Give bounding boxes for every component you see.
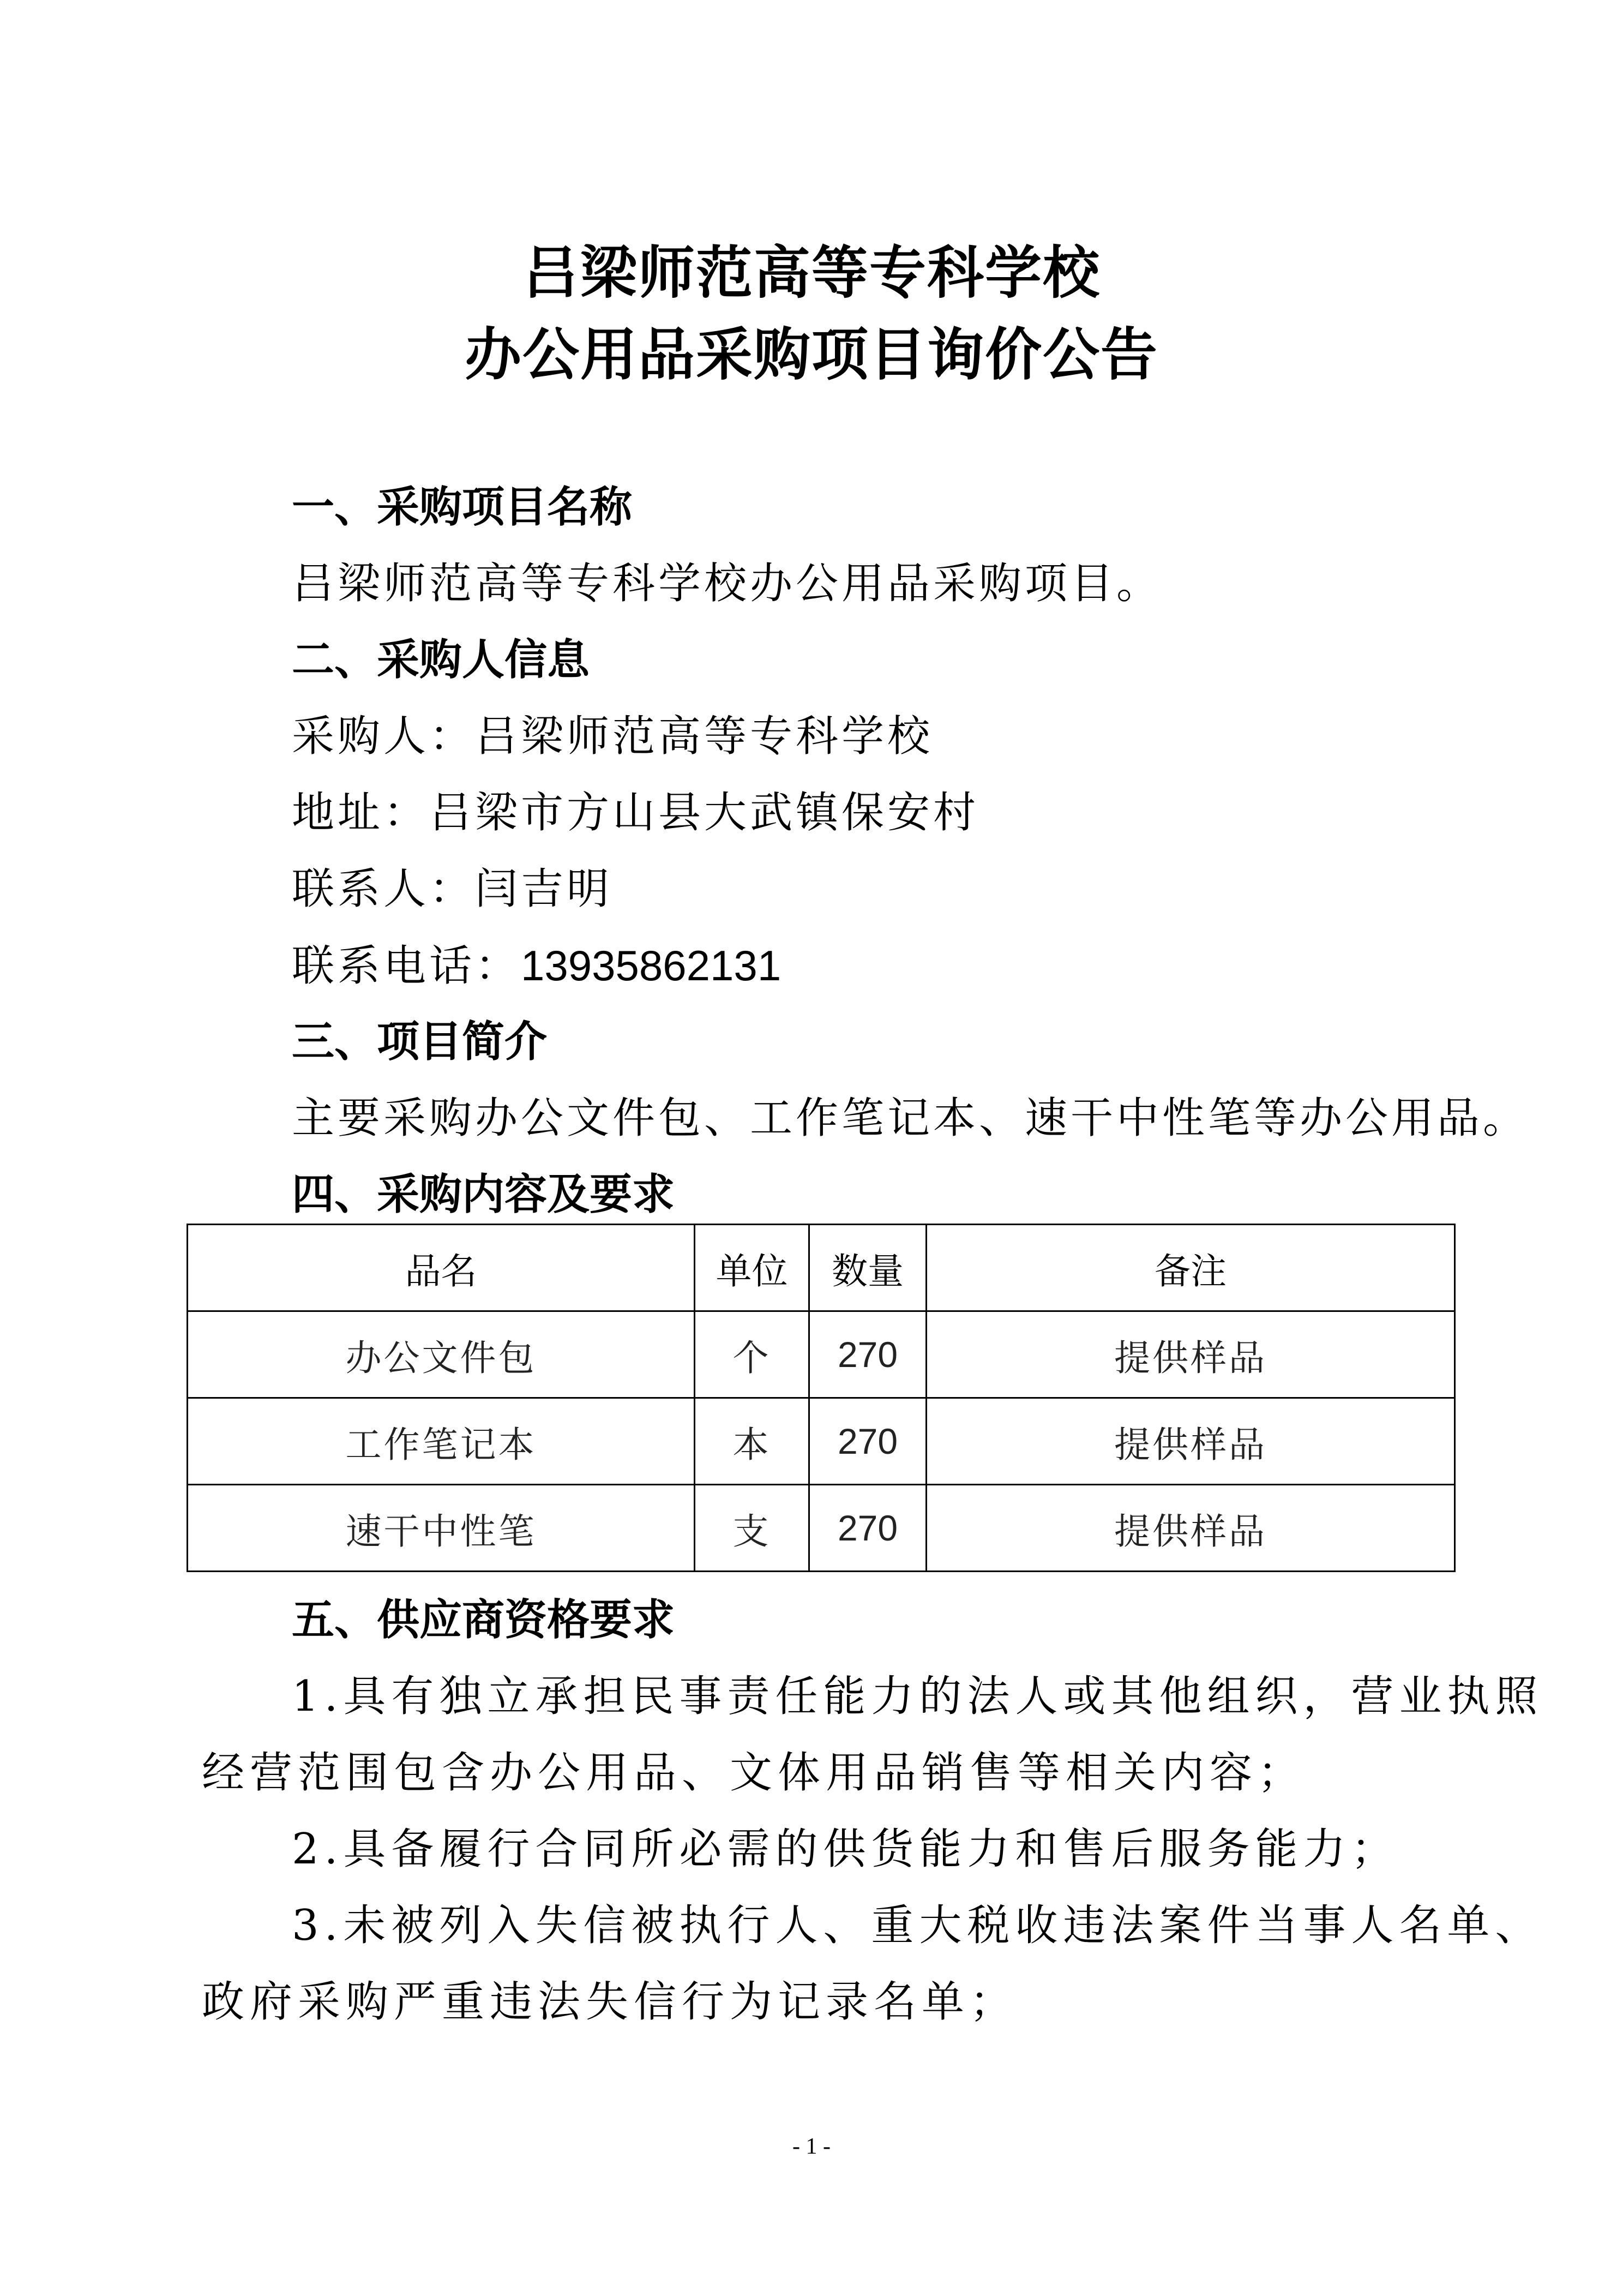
qualification-item-3-line-2: 政府采购严重违法失信行为记录名单； [202,1977,1018,2027]
cell-unit: 支 [695,1485,809,1572]
header-unit: 单位 [695,1225,809,1311]
section-5-heading: 五、供应商资格要求 [292,1596,675,1645]
contact-phone-label: 联系电话： [292,942,521,991]
document-title-line-2: 办公用品采购项目询价公告 [464,321,1158,388]
procurement-table [187,1224,1456,1572]
page-number: - 1 - [792,2134,831,2159]
contact-phone-number: 13935862131 [521,942,782,990]
qualification-item-2-line-1: 2.具备履行合同所必需的供货能力和售后服务能力； [292,1825,1399,1874]
document-title-line-1: 吕梁师范高等专科学校 [522,239,1101,306]
table-header-row [188,1225,1455,1311]
table-row [188,1311,1455,1398]
cell-quantity: 270 [809,1398,927,1485]
cell-unit: 个 [695,1311,809,1398]
cell-quantity: 270 [809,1485,927,1572]
qualification-item-3-line-1: 3.未被列入失信被执行人、重大税收违法案件当事人名单、 [292,1901,1543,1950]
project-name-text: 吕梁师范高等专科学校办公用品采购项目。 [292,559,1163,608]
section-4-heading: 四、采购内容及要求 [292,1170,675,1219]
qualification-item-1-line-1: 1.具有独立承担民事责任能力的法人或其他组织，营业执照 [292,1672,1543,1721]
cell-item-name: 办公文件包 [188,1311,695,1398]
header-remarks: 备注 [927,1225,1455,1311]
section-2-heading: 二、采购人信息 [292,636,590,685]
contact-person-text: 联系人：闫吉明 [292,865,613,914]
cell-quantity: 270 [809,1311,927,1398]
section-3-heading: 三、项目简介 [292,1017,548,1066]
project-summary-text: 主要采购办公文件包、工作笔记本、速干中性笔等办公用品。 [292,1094,1529,1143]
cell-remarks: 提供样品 [927,1398,1455,1485]
cell-item-name: 速干中性笔 [188,1485,695,1572]
purchaser-text: 采购人：吕梁师范高等专科学校 [292,712,934,761]
contact-phone-line [292,938,781,993]
table-row [188,1485,1455,1572]
header-item-name: 品名 [188,1225,695,1311]
cell-remarks: 提供样品 [927,1311,1455,1398]
cell-unit: 本 [695,1398,809,1485]
qualification-item-1-line-2: 经营范围包含办公用品、文体用品销售等相关内容； [202,1748,1306,1797]
cell-item-name: 工作笔记本 [188,1398,695,1485]
header-quantity: 数量 [809,1225,927,1311]
table-row [188,1398,1455,1485]
section-1-heading: 一、采购项目名称 [292,483,633,532]
address-text: 地址：吕梁市方山县大武镇保安村 [292,788,979,837]
cell-remarks: 提供样品 [927,1485,1455,1572]
